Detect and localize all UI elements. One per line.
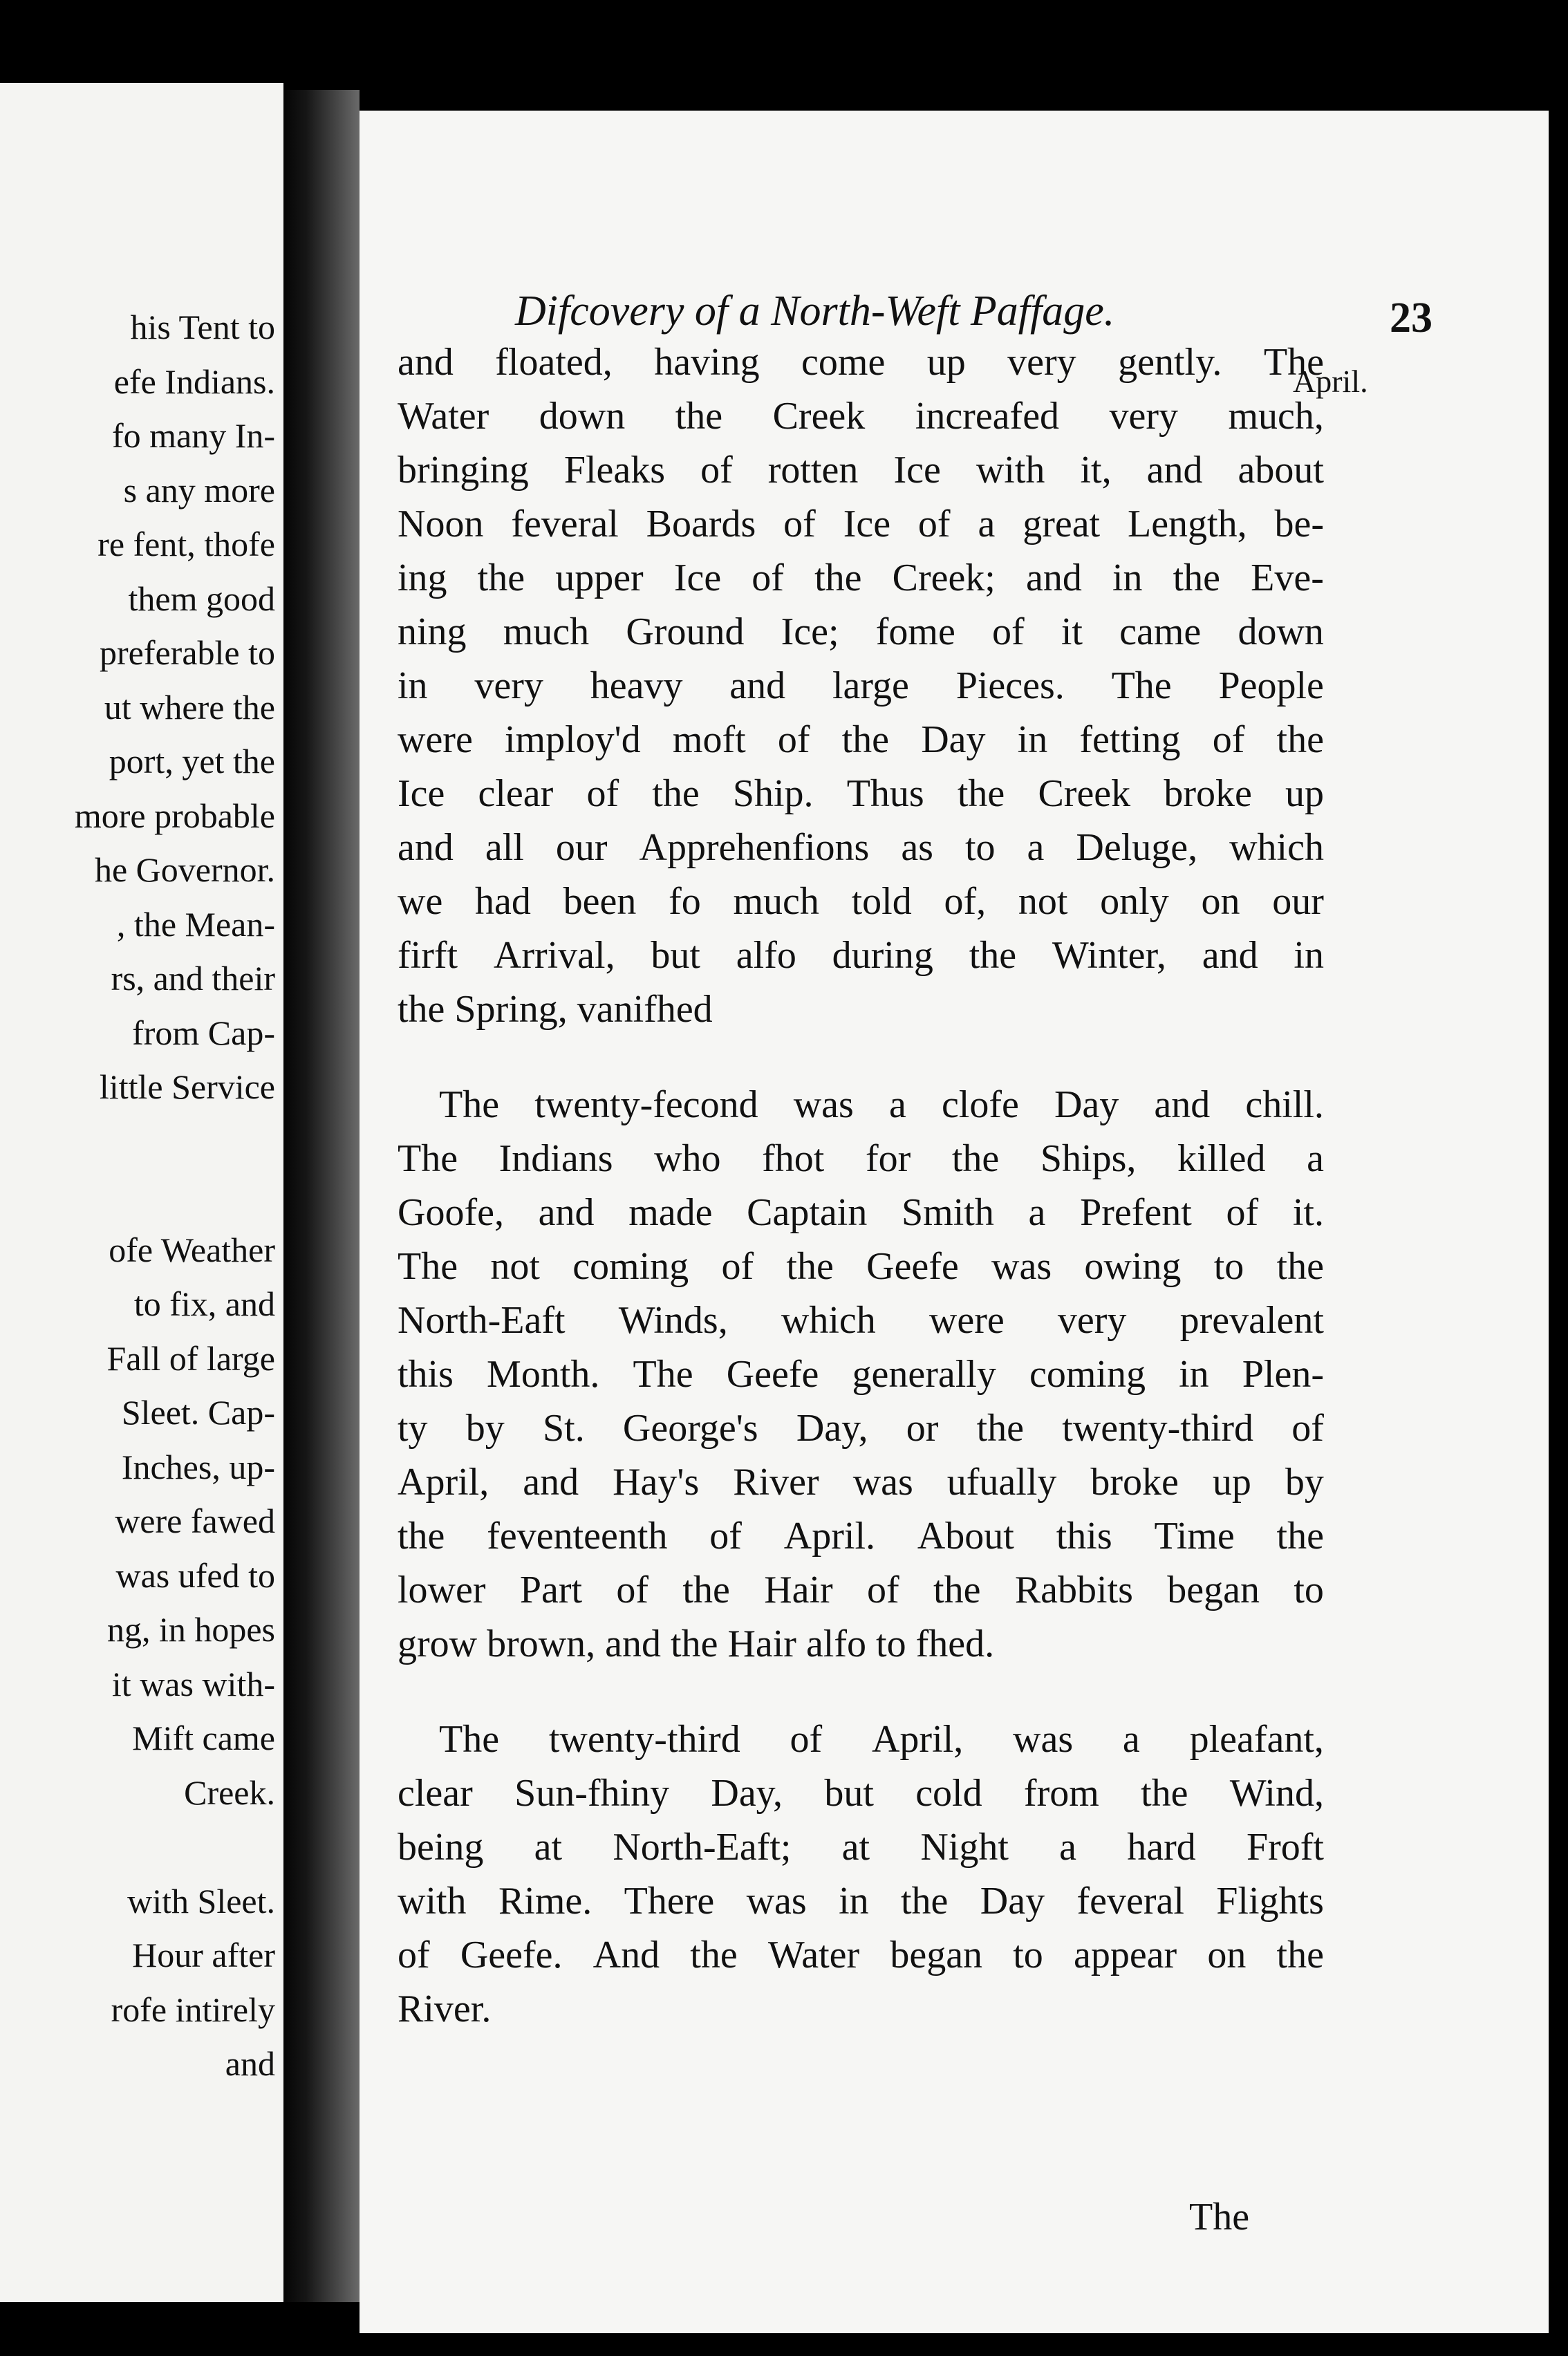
text-line: The not coming of the Geefe was owing to the (398, 1245, 1324, 1288)
left-page-line: little Service (99, 1067, 275, 1106)
text-line: Ice clear of the Ship. Thus the Creek broke up (398, 772, 1324, 815)
left-page-line: Inches, up- (121, 1447, 275, 1486)
left-page-line: with Sleet. (127, 1881, 275, 1920)
paragraph (398, 335, 1324, 1036)
margin-note: April. (1293, 364, 1368, 399)
left-page-line: them good (128, 579, 275, 618)
text-line: River. (398, 1988, 492, 2030)
text-line: North-Eaft Winds, which were very prevalent (398, 1299, 1324, 1342)
right-page (360, 111, 1549, 2333)
text-line: Water down the Creek increafed very much, (398, 395, 1324, 438)
text-line: this Month. The Geefe generally coming in Plen- (398, 1353, 1324, 1396)
left-page-line: it was with- (111, 1664, 275, 1703)
text-line: Goofe, and made Captain Smith a Prefent of it. (398, 1191, 1324, 1234)
left-page-line: preferable to (99, 633, 275, 672)
text-line: Noon feveral Boards of Ice of a great Length, be- (398, 503, 1324, 545)
text-line: ing the upper Ice of the Creek; and in the Eve- (398, 557, 1324, 599)
text-line: were imploy'd moft of the Day in fetting of the (398, 718, 1324, 761)
text-line: The twenty-third of April, was a pleafant, (439, 1718, 1324, 1761)
text-line: we had been fo much told of, not only on our (398, 880, 1324, 923)
left-page-line: rs, and their (111, 959, 275, 998)
left-page-line: from Cap- (132, 1013, 275, 1052)
left-page-line: Mift came (132, 1719, 275, 1757)
paragraph-gap (398, 1671, 1324, 1712)
text-line: The Indians who fhot for the Ships, killed a (398, 1137, 1324, 1180)
text-line: the Spring, vanifhed (398, 988, 713, 1031)
left-page-line: was ufed to (115, 1555, 275, 1595)
text-line: and floated, having come up very gently. The (398, 341, 1324, 384)
text-line: clear Sun-fhiny Day, but cold from the Wind, (398, 1772, 1324, 1815)
text-line: the feventeenth of April. About this Time the (398, 1515, 1324, 1558)
text-line: April, and Hay's River was ufually broke up by (398, 1461, 1324, 1504)
left-page-line: were fawed (115, 1502, 275, 1540)
left-page-line: Fall of large (106, 1338, 275, 1378)
text-line: ty by St. George's Day, or the twenty-third of (398, 1407, 1324, 1450)
left-page-line: and (225, 2044, 275, 2083)
text-line: bringing Fleaks of rotten Ice with it, and about (398, 449, 1324, 492)
paragraph-gap (398, 1036, 1324, 1078)
text-line: of Geefe. And the Water began to appear on the (398, 1934, 1324, 1976)
left-page-line: fo many In- (111, 416, 275, 455)
text-line: grow brown, and the Hair alfo to fhed. (398, 1623, 995, 1665)
left-page-line: Creek. (184, 1773, 275, 1812)
left-page-line: s any more (123, 470, 275, 509)
left-page-line: re fent, thofe (97, 525, 275, 563)
text-line: ning much Ground Ice; fome of it came down (398, 610, 1324, 653)
paragraph (398, 1078, 1324, 1671)
left-page-fragment (0, 83, 283, 2302)
text-line: in very heavy and large Pieces. The People (398, 664, 1324, 707)
left-page-line: Sleet. Cap- (121, 1393, 275, 1432)
body-text (398, 335, 1324, 2036)
page-number: 23 (1390, 294, 1432, 342)
text-line: being at North-Eaft; at Night a hard Froft (398, 1826, 1324, 1869)
left-page-line: Hour after (132, 1936, 275, 1974)
text-line: lower Part of the Hair of the Rabbits began to (398, 1569, 1324, 1611)
paragraph (398, 1712, 1324, 2036)
text-line: and all our Apprehenfions as to a Deluge, which (398, 826, 1324, 869)
left-page-line: ofe Weather (109, 1230, 275, 1269)
left-page-line: his Tent to (130, 308, 275, 346)
left-page-line: he Governor. (94, 850, 275, 889)
text-line: firft Arrival, but alfo during the Winter, and in (398, 934, 1324, 977)
left-page-line: more probable (74, 796, 275, 835)
catchword: The (1189, 2196, 1250, 2238)
text-line: The twenty-fecond was a clofe Day and chill. (439, 1083, 1324, 1126)
book-gutter (283, 90, 360, 2302)
left-page-line: efe Indians. (113, 362, 275, 401)
running-head: Difcovery of a North-Weft Paffage. (515, 288, 1115, 335)
text-line: with Rime. There was in the Day feveral Flights (398, 1880, 1324, 1923)
left-page-line: to fix, and (133, 1284, 275, 1323)
left-page-line: ng, in hopes (106, 1610, 275, 1649)
left-page-line: port, yet the (109, 742, 275, 780)
left-page-line: ut where the (104, 687, 275, 727)
left-page-line: , the Mean- (116, 904, 275, 944)
left-page-line: rofe intirely (111, 1990, 275, 2029)
